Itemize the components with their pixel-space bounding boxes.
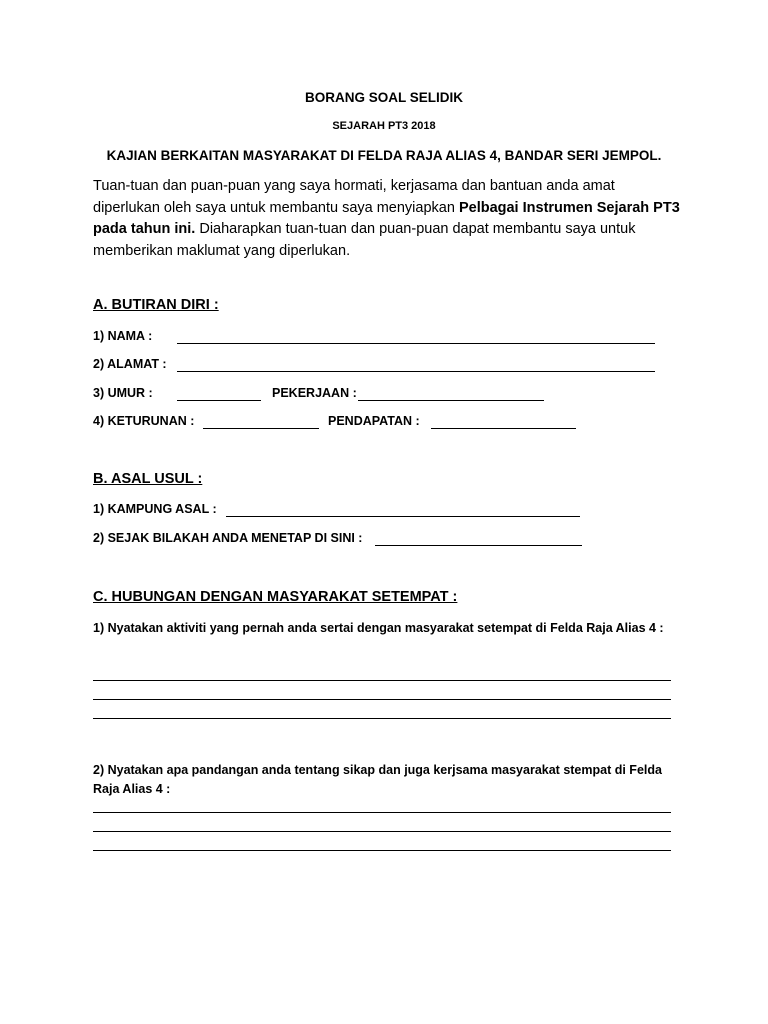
field-umur-label: 3) UMUR :: [93, 386, 153, 400]
field-alamat-label: 2) ALAMAT :: [93, 357, 167, 371]
c1-answer-line-2[interactable]: [93, 699, 671, 700]
field-nama-label: 1) NAMA :: [93, 329, 153, 343]
c2-answer-line-1[interactable]: [93, 812, 671, 813]
field-pekerjaan: [272, 386, 357, 400]
field-sejak-menetap: [93, 531, 362, 545]
field-sejak-menetap-label: 2) SEJAK BILAKAH ANDA MENETAP DI SINI :: [93, 531, 363, 545]
nama-answer-line[interactable]: [177, 343, 655, 344]
field-nama: [93, 329, 152, 343]
field-pendapatan: [328, 414, 420, 428]
section-b-title: B. ASAL USUL :: [93, 471, 203, 487]
field-kampung-asal-label: 1) KAMPUNG ASAL :: [93, 502, 217, 516]
study-heading: KAJIAN BERKAITAN MASYARAKAT DI FELDA RAJA ALIAS 4, BANDAR SERI JEMPOL.: [106, 148, 662, 163]
pendapatan-answer-line[interactable]: [431, 428, 576, 429]
kampung-asal-answer-line[interactable]: [226, 516, 580, 517]
intro-text-1: Tuan-tuan dan puan-puan yang saya hormati, kerjasama dan bantuan anda amat diperlukan oleh saya untuk membantu saya menyiapkan: [93, 178, 615, 216]
field-keturunan: [93, 414, 194, 428]
intro-paragraph: [93, 176, 683, 262]
intro-text-2: Diaharapkan tuan-tuan dan puan-puan dapat membantu saya untuk memberikan maklumat yang diperlukan.: [93, 221, 636, 259]
section-a-title: A. BUTIRAN DIRI :: [93, 297, 219, 313]
field-pekerjaan-label: PEKERJAAN :: [272, 386, 357, 400]
field-umur: [93, 386, 153, 400]
intro-text-bold: Pelbagai Instrumen Sejarah PT3 pada tahun ini.: [93, 199, 680, 237]
section-c-title: C. HUBUNGAN DENGAN MASYARAKAT SETEMPAT :: [93, 589, 458, 605]
field-keturunan-label: 4) KETURUNAN :: [93, 414, 195, 428]
form-title: BORANG SOAL SELIDIK: [304, 90, 463, 105]
field-pendapatan-label: PENDAPATAN :: [328, 414, 420, 428]
pekerjaan-answer-line[interactable]: [358, 400, 544, 401]
c2-answer-line-2[interactable]: [93, 831, 671, 832]
field-alamat: [93, 357, 167, 371]
question-c1: 1) Nyatakan aktiviti yang pernah anda sertai dengan masyarakat setempat di Felda Raja Alias 4 :: [93, 621, 664, 635]
sejak-menetap-answer-line[interactable]: [375, 545, 582, 546]
question-c2: 2) Nyatakan apa pandangan anda tentang sikap dan juga kerjsama masyarakat stempat di Felda Raja Alias 4 :: [93, 763, 662, 796]
field-kampung-asal: [93, 502, 217, 516]
umur-answer-line[interactable]: [177, 400, 261, 401]
c1-answer-line-1[interactable]: [93, 680, 671, 681]
keturunan-answer-line[interactable]: [203, 428, 319, 429]
alamat-answer-line[interactable]: [177, 371, 655, 372]
form-subtitle: SEJARAH PT3 2018: [332, 120, 436, 132]
c1-answer-line-3[interactable]: [93, 718, 671, 719]
c2-answer-line-3[interactable]: [93, 850, 671, 851]
